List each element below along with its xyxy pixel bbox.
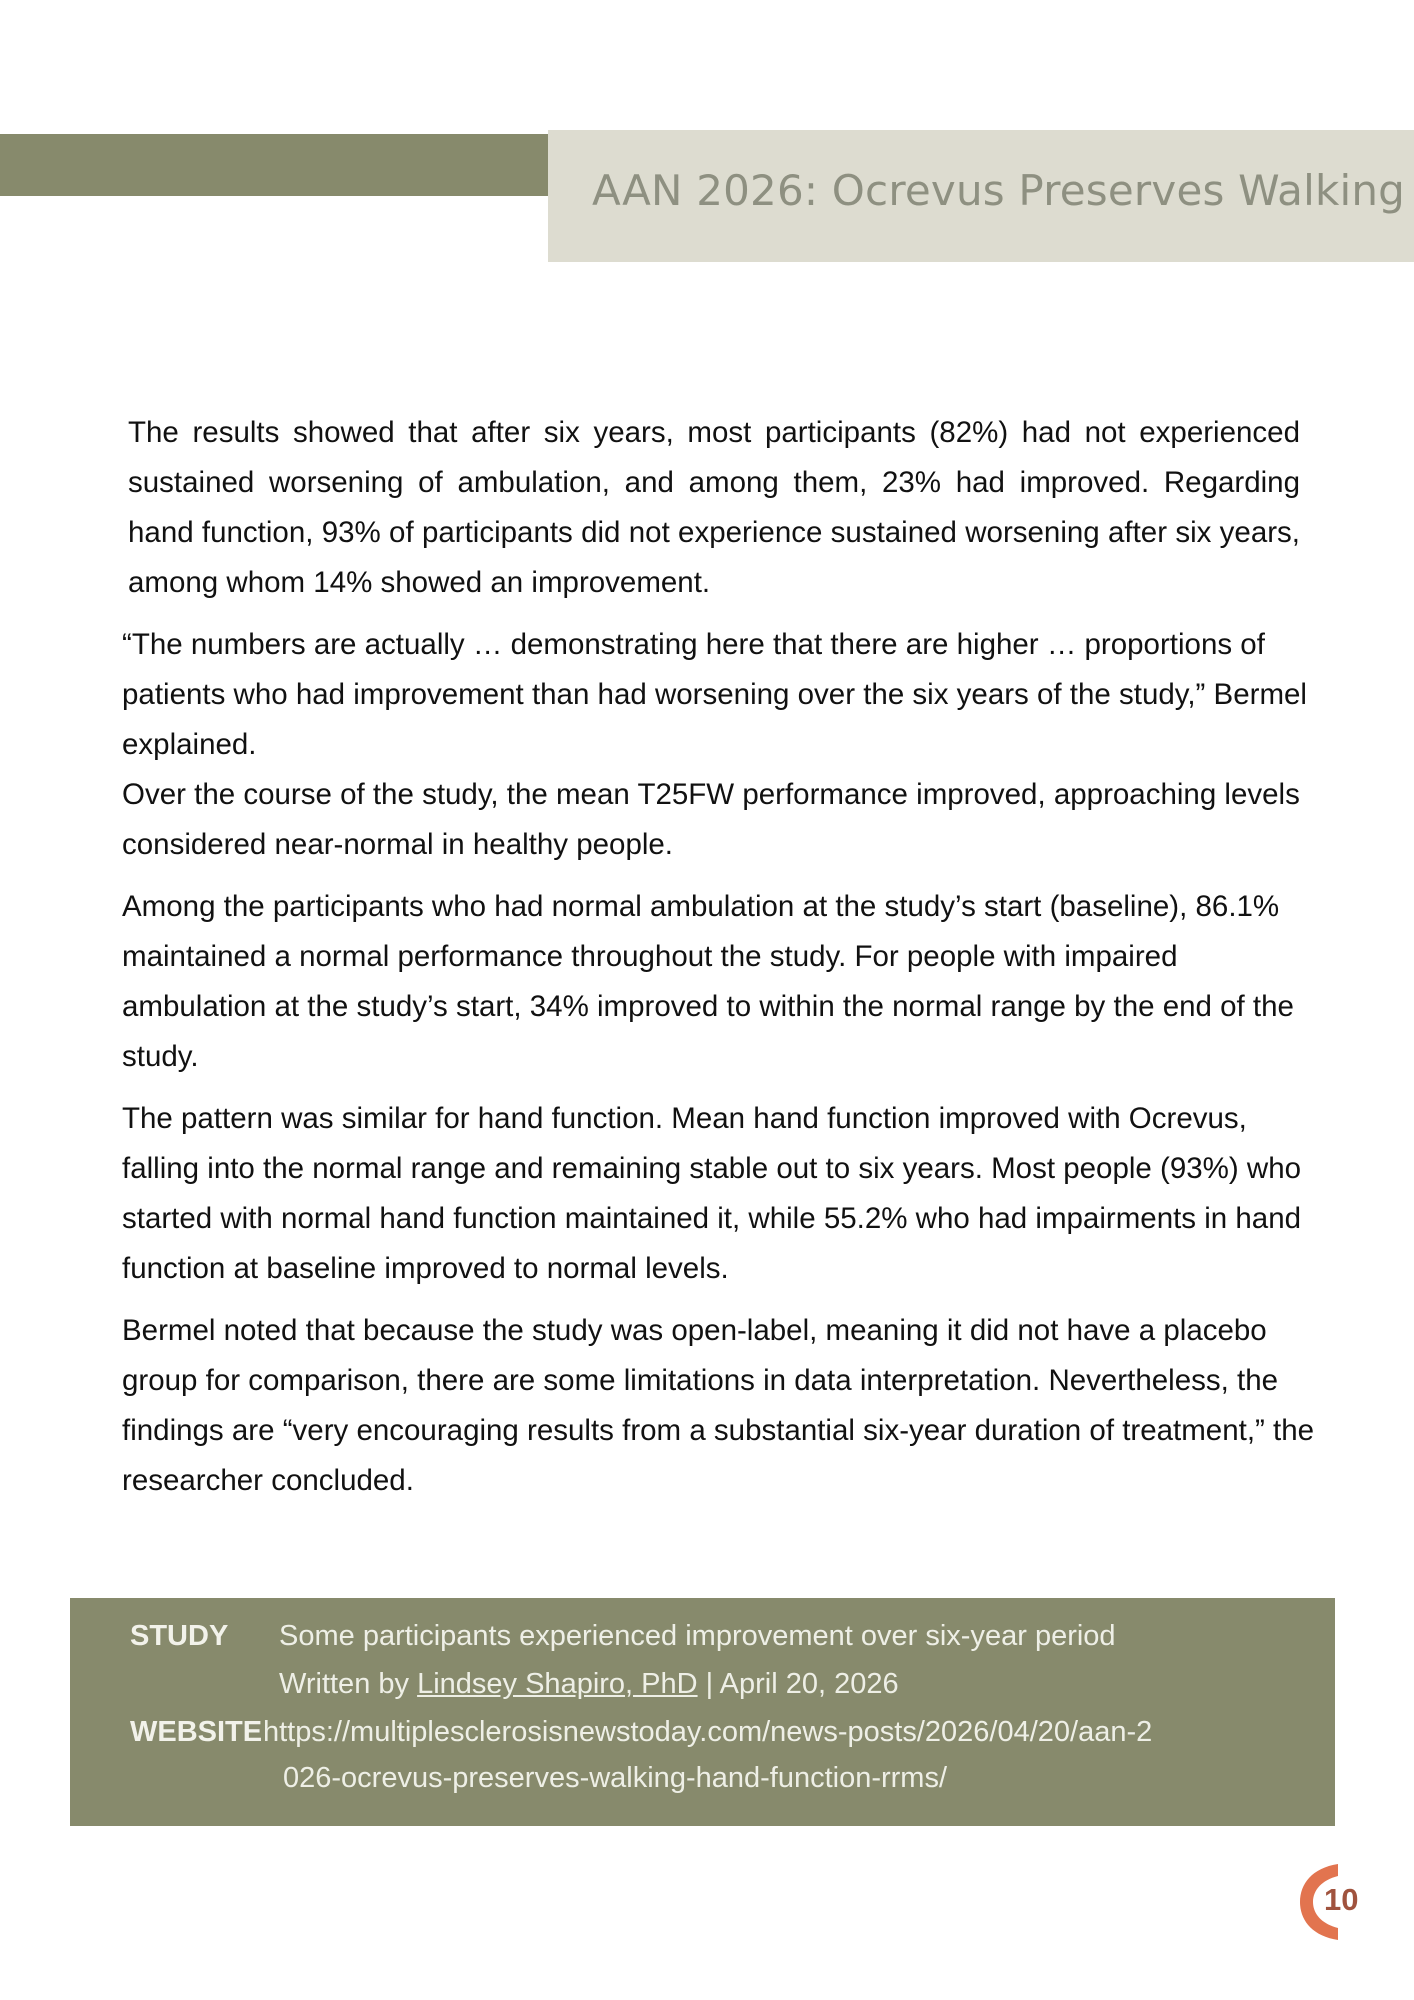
study-byline [279, 1664, 899, 1704]
page-number: 10 [1324, 1882, 1359, 1917]
page-title: AAN 2026: Ocrevus Preserves Walking [592, 166, 1406, 215]
paragraph-limitations: Bermel noted that because the study was open-label, meaning it did not have a placebo group for comparison, there are some limitations in data interpretation. Nevertheless, the findings are “very encouraging results from a substantial six-year duration of treatment,” the researcher concluded. [122, 1314, 1315, 1497]
website-url-line2[interactable]: 026-ocrevus-preserves-walking-hand-function-rrms/ [283, 1762, 948, 1794]
paragraph-hand-function: The pattern was similar for hand function. Mean hand function improved with Ocrevus, falling into the normal range and remaining stable out to six years. Most people (93%) who started with normal hand function maintained it, while 55.2% who had impairments in hand function at baseline improved to normal levels. [122, 1102, 1302, 1285]
study-label: STUDY [130, 1620, 229, 1652]
author-link[interactable]: Lindsey Shapiro, PhD [417, 1668, 698, 1700]
header-accent-bar [0, 134, 548, 196]
paragraph-t25fw: Over the course of the study, the mean T25FW performance improved, approaching levels considered near-normal in healthy people. [122, 778, 1300, 861]
study-title: Some participants experienced improvement over six-year period [279, 1620, 1116, 1652]
paragraph-ambulation: Among the participants who had normal ambulation at the study’s start (baseline), 86.1% maintained a normal performance throughout the study. For people with impaired ambulation at the study’s start, 34% improved to within the normal range by the end of the study. [122, 890, 1294, 1073]
header-title-box [548, 130, 1414, 262]
publish-date: | April 20, 2026 [705, 1668, 899, 1700]
written-by-label: Written by [279, 1668, 410, 1700]
study-info-box [70, 1598, 1335, 1826]
website-url-line1[interactable]: https://multiplesclerosisnewstoday.com/news-posts/2026/04/20/aan-2 [263, 1716, 1153, 1748]
website-label: WEBSITE [130, 1716, 263, 1748]
article-body [122, 408, 1322, 1518]
paragraph-results: The results showed that after six years, most participants (82%) had not experienced sustained worsening of ambulation, and among them, 23% had improved. Regarding hand function, 93% of participants did not experience sustained worsening after six years, among whom 14% showed an improvement. [128, 416, 1300, 599]
paragraph-quote: “The numbers are actually … demonstrating here that there are higher … proportions of patients who had improvement than had worsening over the six years of the study,” Bermel explained. [122, 628, 1307, 761]
